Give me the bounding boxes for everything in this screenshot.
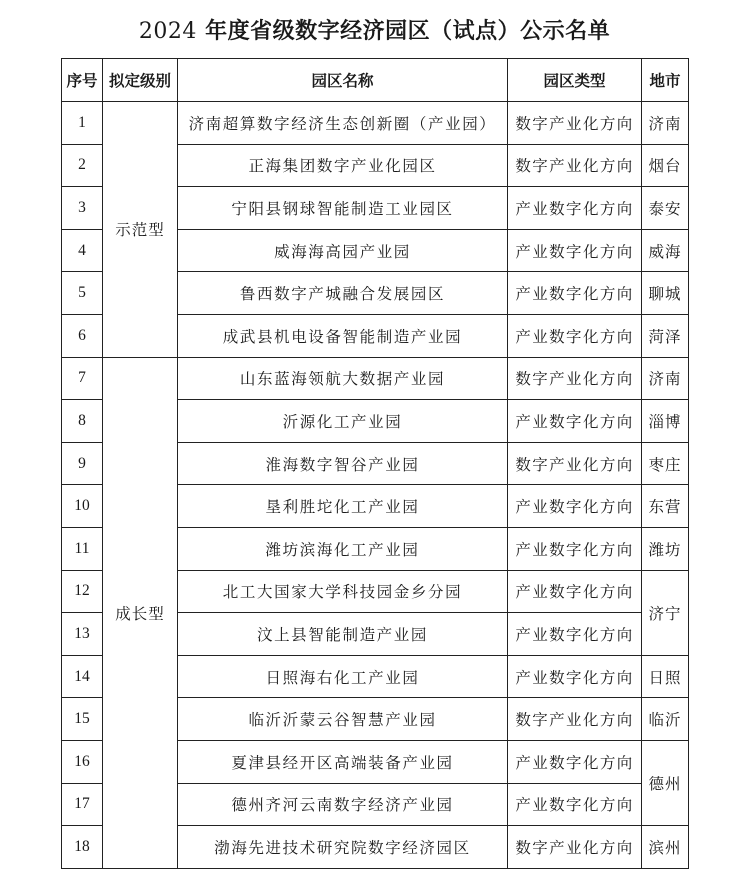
header-type: 园区类型: [508, 59, 642, 102]
park-list-table: [61, 58, 689, 869]
park-type: 产业数字化方向: [508, 485, 642, 528]
row-index: 1: [62, 102, 103, 145]
row-index: 14: [62, 655, 103, 698]
park-city: 淄博: [642, 400, 689, 443]
park-type: 数字产业化方向: [508, 698, 642, 741]
park-name: 沂源化工产业园: [178, 400, 508, 443]
park-city: 菏泽: [642, 314, 689, 357]
title-year: 2024: [138, 19, 197, 44]
park-city: 聊城: [642, 272, 689, 315]
header-index: 序号: [62, 59, 103, 102]
park-type: 产业数字化方向: [508, 570, 642, 613]
header-name: 园区名称: [178, 59, 508, 102]
park-name: 潍坊滨海化工产业园: [178, 527, 508, 570]
park-type: 产业数字化方向: [508, 400, 642, 443]
park-type: 产业数字化方向: [508, 272, 642, 315]
row-index: 8: [62, 400, 103, 443]
row-index: 6: [62, 314, 103, 357]
park-city: 济南: [642, 102, 689, 145]
park-city: 德州: [642, 740, 689, 825]
park-city: 泰安: [642, 187, 689, 230]
park-name: 垦利胜坨化工产业园: [178, 485, 508, 528]
park-type: 数字产业化方向: [508, 826, 642, 869]
row-index: 2: [62, 144, 103, 187]
park-type: 产业数字化方向: [508, 187, 642, 230]
title-text: 年度省级数字经济园区（试点）公示名单: [196, 19, 611, 44]
park-city: 济宁: [642, 570, 689, 655]
park-city: 日照: [642, 655, 689, 698]
park-city: 滨州: [642, 826, 689, 869]
park-type: 产业数字化方向: [508, 655, 642, 698]
park-type: 产业数字化方向: [508, 527, 642, 570]
park-name: 济南超算数字经济生态创新圈（产业园）: [178, 102, 508, 145]
park-city: 东营: [642, 485, 689, 528]
park-city: 威海: [642, 229, 689, 272]
park-type: 产业数字化方向: [508, 740, 642, 783]
park-type: 产业数字化方向: [508, 229, 642, 272]
park-name: 淮海数字智谷产业园: [178, 442, 508, 485]
park-name: 渤海先进技术研究院数字经济园区: [178, 826, 508, 869]
row-index: 3: [62, 187, 103, 230]
park-name: 临沂沂蒙云谷智慧产业园: [178, 698, 508, 741]
table-row: [62, 357, 689, 400]
park-name: 威海海高园产业园: [178, 229, 508, 272]
park-type: 数字产业化方向: [508, 357, 642, 400]
row-index: 15: [62, 698, 103, 741]
park-name: 宁阳县钢球智能制造工业园区: [178, 187, 508, 230]
park-type: 数字产业化方向: [508, 442, 642, 485]
park-type: 产业数字化方向: [508, 314, 642, 357]
park-name: 正海集团数字产业化园区: [178, 144, 508, 187]
row-index: 11: [62, 527, 103, 570]
park-type: 产业数字化方向: [508, 783, 642, 826]
park-city: 临沂: [642, 698, 689, 741]
row-index: 13: [62, 613, 103, 656]
table-header-row: [62, 59, 689, 102]
level-demo: 示范型: [103, 102, 178, 358]
park-type: 数字产业化方向: [508, 102, 642, 145]
row-index: 10: [62, 485, 103, 528]
level-growth: 成长型: [103, 357, 178, 868]
park-name: 日照海右化工产业园: [178, 655, 508, 698]
page-title: [0, 14, 749, 50]
row-index: 9: [62, 442, 103, 485]
table-row: [62, 102, 689, 145]
row-index: 4: [62, 229, 103, 272]
park-name: 山东蓝海领航大数据产业园: [178, 357, 508, 400]
row-index: 16: [62, 740, 103, 783]
row-index: 12: [62, 570, 103, 613]
park-type: 数字产业化方向: [508, 144, 642, 187]
row-index: 7: [62, 357, 103, 400]
row-index: 17: [62, 783, 103, 826]
park-name: 汶上县智能制造产业园: [178, 613, 508, 656]
park-name: 成武县机电设备智能制造产业园: [178, 314, 508, 357]
park-name: 北工大国家大学科技园金乡分园: [178, 570, 508, 613]
park-name: 鲁西数字产城融合发展园区: [178, 272, 508, 315]
park-city: 枣庄: [642, 442, 689, 485]
park-name: 德州齐河云南数字经济产业园: [178, 783, 508, 826]
park-type: 产业数字化方向: [508, 613, 642, 656]
row-index: 18: [62, 826, 103, 869]
park-name: 夏津县经开区高端装备产业园: [178, 740, 508, 783]
park-city: 潍坊: [642, 527, 689, 570]
row-index: 5: [62, 272, 103, 315]
header-city: 地市: [642, 59, 689, 102]
park-city: 烟台: [642, 144, 689, 187]
park-city: 济南: [642, 357, 689, 400]
header-level: 拟定级别: [103, 59, 178, 102]
